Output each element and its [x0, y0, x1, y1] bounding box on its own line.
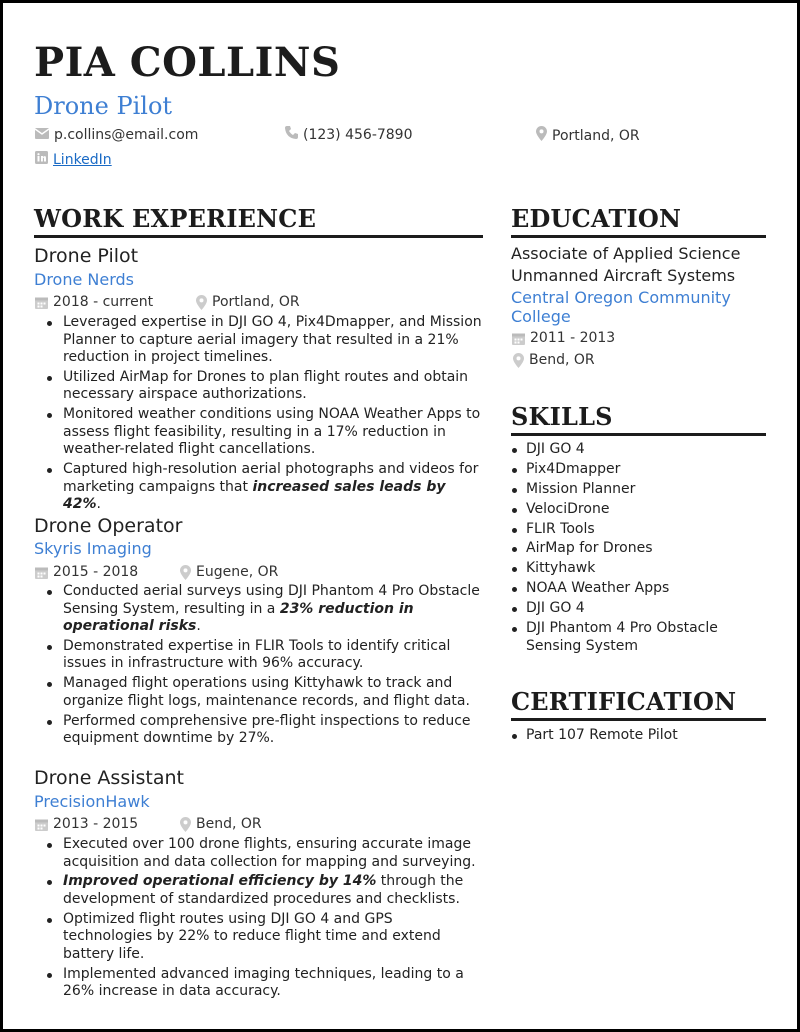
list-item: AirMap for Drones: [511, 540, 769, 558]
calendar-icon: [35, 296, 48, 309]
list-item: Managed flight operations using Kittyhawk to track and organize flight logs, maintenance records, and flight data.: [34, 675, 486, 710]
work-experience-rule: [34, 235, 483, 238]
list-item: Mission Planner: [511, 481, 769, 499]
education-location: Bend, OR: [513, 351, 595, 369]
list-item: FLIR Tools: [511, 521, 769, 539]
calendar-icon: [35, 566, 48, 579]
list-item: NOAA Weather Apps: [511, 580, 769, 598]
company-name: Skyris Imaging: [34, 539, 152, 558]
degree: Associate of Applied Science: [511, 244, 741, 263]
skills-rule: [511, 433, 766, 436]
list-item: Optimized flight routes using DJI GO 4 and GPS technologies by 22% to reduce flight time and extend battery life.: [34, 911, 486, 964]
work-experience-heading: WORK EXPERIENCE: [34, 204, 317, 233]
map-pin-icon: [180, 817, 191, 832]
job-dates: 2018 - current: [35, 293, 153, 311]
list-item: Improved operational efficiency by 14% through the development of standardized procedures and checklists.: [34, 873, 486, 908]
skills-heading: SKILLS: [511, 402, 613, 431]
list-item: VelociDrone: [511, 501, 769, 519]
job-title: Drone Assistant: [34, 767, 184, 789]
linkedin-icon: [35, 151, 53, 169]
list-item: Pix4Dmapper: [511, 461, 769, 479]
candidate-role: Drone Pilot: [34, 92, 173, 120]
job-location: Bend, OR: [180, 815, 262, 833]
linkedin-link[interactable]: LinkedIn: [53, 152, 112, 168]
contact-email: p.collins@email.com: [35, 126, 198, 144]
certification-heading: CERTIFICATION: [511, 687, 737, 716]
contact-location: Portland, OR: [536, 126, 640, 146]
list-item: Demonstrated expertise in FLIR Tools to identify critical issues in infrastructure with 96% accuracy.: [34, 638, 486, 673]
list-item: DJI GO 4: [511, 600, 769, 618]
list-item: Monitored weather conditions using NOAA Weather Apps to assess flight feasibility, resulting in a 17% reduction in weather-related flight cancellations.: [34, 406, 486, 459]
education-heading: EDUCATION: [511, 204, 682, 233]
list-item: Utilized AirMap for Drones to plan flight routes and obtain necessary airspace authorizations.: [34, 369, 486, 404]
map-pin-icon: [513, 353, 524, 368]
job-title: Drone Operator: [34, 515, 183, 537]
certification-list: [511, 727, 769, 747]
map-pin-icon: [180, 565, 191, 580]
certification-rule: [511, 718, 766, 721]
school-name: Central Oregon Community College: [511, 288, 731, 326]
list-item: Leveraged expertise in DJI GO 4, Pix4Dmapper, and Mission Planner to capture aerial imagery that resulted in a 21% reduction in project timelines.: [34, 314, 486, 367]
candidate-name: PIA COLLINS: [34, 39, 341, 86]
education-dates: 2011 - 2013: [512, 329, 615, 347]
list-item: Performed comprehensive pre-flight inspections to reduce equipment downtime by 27%.: [34, 713, 486, 748]
job-bullets: [34, 836, 486, 1003]
job-dates: 2015 - 2018: [35, 563, 138, 581]
map-pin-icon: [536, 126, 552, 146]
skills-list: [511, 441, 769, 657]
envelope-icon: [35, 126, 54, 144]
list-item: Captured high-resolution aerial photographs and videos for marketing campaigns that increased sales leads by 42%.: [34, 461, 486, 514]
map-pin-icon: [196, 295, 207, 310]
list-item: DJI Phantom 4 Pro Obstacle Sensing System: [511, 620, 769, 655]
calendar-icon: [35, 818, 48, 831]
degree-field: Unmanned Aircraft Systems: [511, 266, 736, 285]
list-item: Implemented advanced imaging techniques, leading to a 26% increase in data accuracy.: [34, 966, 486, 1001]
job-title: Drone Pilot: [34, 245, 139, 267]
list-item: Kittyhawk: [511, 560, 769, 578]
job-location: Portland, OR: [196, 293, 300, 311]
list-item: Executed over 100 drone flights, ensuring accurate image acquisition and data collection for mapping and surveying.: [34, 836, 486, 871]
job-dates: 2013 - 2015: [35, 815, 138, 833]
job-bullets: [34, 314, 486, 516]
list-item: DJI GO 4: [511, 441, 769, 459]
contact-phone: (123) 456-7890: [285, 126, 413, 144]
contact-linkedin: [35, 151, 112, 169]
job-bullets: [34, 583, 486, 750]
list-item: Part 107 Remote Pilot: [511, 727, 769, 745]
education-rule: [511, 235, 766, 238]
company-name: Drone Nerds: [34, 270, 135, 289]
calendar-icon: [512, 332, 525, 345]
resume-page: [3, 3, 797, 1029]
list-item: Conducted aerial surveys using DJI Phantom 4 Pro Obstacle Sensing System, resulting in a 23% reduction in operational risks.: [34, 583, 486, 636]
company-name: PrecisionHawk: [34, 792, 150, 811]
job-location: Eugene, OR: [180, 563, 278, 581]
phone-icon: [285, 126, 303, 144]
